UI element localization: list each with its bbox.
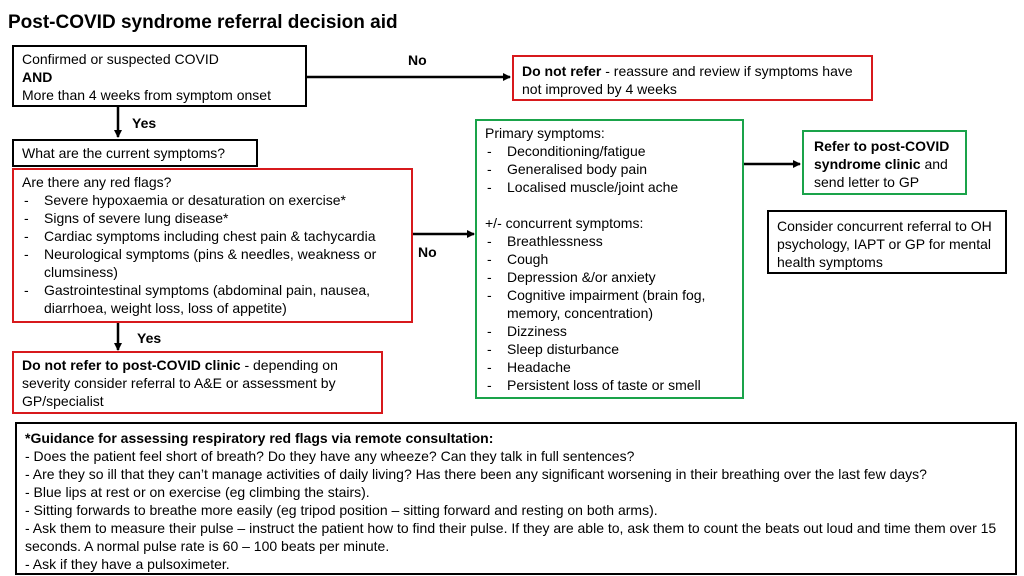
refer-clinic-box (802, 130, 967, 195)
label-yes-2: Yes (137, 330, 162, 346)
consider-referral-box: Consider concurrent referral to OH psychology, IAPT or GP for mental health symptoms (767, 210, 1007, 274)
guidance-heading: *Guidance for assessing respiratory red flags via remote consultation: (25, 430, 494, 446)
do-not-refer-clinic-text: - depending on severity consider referral to A&E or assessment by GP/specialist (22, 357, 338, 409)
label-no-mid: No (418, 244, 437, 260)
red-flag-item: - Severe hypoxaemia or desaturation on exercise* (22, 191, 403, 209)
confirmed-line1: Confirmed or suspected COVID (22, 51, 219, 67)
primary-list (485, 142, 734, 196)
red-flags-list (22, 191, 403, 317)
primary-item: - Generalised body pain (485, 160, 734, 178)
refer-clinic-bold: Refer to post-COVID syndrome clinic (814, 138, 950, 172)
do-not-refer-bold: Do not refer (522, 63, 602, 79)
do-not-refer-clinic-box (12, 351, 383, 414)
red-flag-item: - Gastrointestinal symptoms (abdominal pain, nausea, diarrhoea, weight loss, loss of appetite) (22, 281, 403, 317)
guidance-line: - Blue lips at rest or on exercise (eg climbing the stairs). (25, 484, 370, 500)
red-flag-item: - Neurological symptoms (pins & needles, weakness or clumsiness) (22, 245, 403, 281)
do-not-refer-clinic-bold: Do not refer to post-COVID clinic (22, 357, 241, 373)
concurrent-item: - Dizziness (485, 322, 734, 340)
concurrent-item: - Sleep disturbance (485, 340, 734, 358)
concurrent-item: - Persistent loss of taste or smell (485, 376, 734, 394)
guidance-line: - Sitting forwards to breathe more easily (eg tripod position – sitting forward and resting on both arms). (25, 502, 658, 518)
concurrent-list (485, 232, 734, 394)
concurrent-item: - Breathlessness (485, 232, 734, 250)
concurrent-heading: +/- concurrent symptoms: (485, 215, 644, 231)
label-no-top: No (408, 52, 427, 68)
concurrent-item: - Cognitive impairment (brain fog, memory, concentration) (485, 286, 734, 322)
guidance-line: - Ask them to measure their pulse – instruct the patient how to find their pulse. If they are able to, ask them to count the beats out loud and time them over 15 seconds. A normal pulse rate is 60 – 100 beats per minute. (25, 520, 997, 554)
primary-heading: Primary symptoms: (485, 125, 605, 141)
confirmed-line3: More than 4 weeks from symptom onset (22, 87, 271, 103)
label-yes-1: Yes (132, 115, 157, 131)
current-symptoms-box: What are the current symptoms? (12, 139, 258, 167)
confirmed-covid-box (12, 45, 307, 107)
guidance-line: - Does the patient feel short of breath? Do they have any wheeze? Can they talk in full sentences? (25, 448, 635, 464)
concurrent-item: - Cough (485, 250, 734, 268)
red-flag-item: - Cardiac symptoms including chest pain & tachycardia (22, 227, 403, 245)
concurrent-item: - Depression &/or anxiety (485, 268, 734, 286)
red-flag-item: - Signs of severe lung disease* (22, 209, 403, 227)
refer-clinic-text: and send letter to GP (814, 156, 948, 190)
concurrent-item: - Headache (485, 358, 734, 376)
primary-symptoms-box (475, 119, 744, 399)
red-flags-box (12, 168, 413, 323)
do-not-refer-text: - reassure and review if symptoms have not improved by 4 weeks (522, 63, 853, 97)
primary-item: - Deconditioning/fatigue (485, 142, 734, 160)
do-not-refer-box (512, 55, 873, 101)
page-title: Post-COVID syndrome referral decision aid (8, 12, 398, 33)
primary-item: - Localised muscle/joint ache (485, 178, 734, 196)
guidance-line: - Are they so ill that they can’t manage activities of daily living? Has there been any significant worsening in their breathing over the last few days? (25, 466, 927, 482)
guidance-line: - Ask if they have a pulsoximeter. (25, 556, 230, 572)
confirmed-and: AND (22, 69, 53, 85)
guidance-box (15, 422, 1017, 575)
red-flags-heading: Are there any red flags? (22, 174, 172, 190)
